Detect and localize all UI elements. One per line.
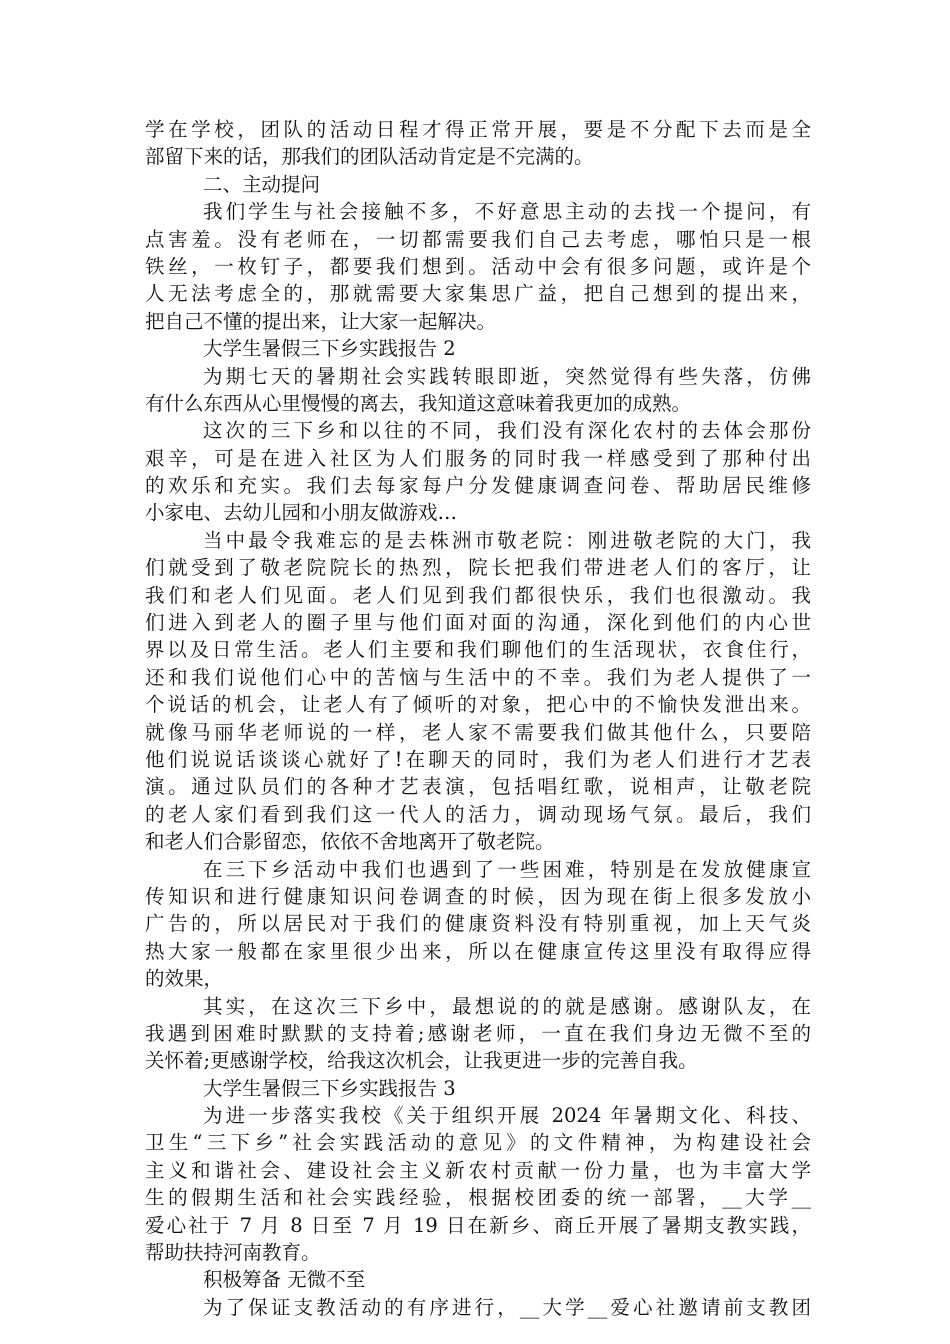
text-line: 艰辛，可是在进入社区为人们服务的同时我一样感受到了那种付出 bbox=[145, 446, 811, 470]
text-line: 的老人家们看到我们这一代人的活力，调动现场气氛。最后，我们 bbox=[145, 802, 811, 826]
text-line: 人无法考虑全的，那就需要大家集思广益，把自己想到的提出来， bbox=[145, 282, 811, 306]
text-line: 就像马丽华老师说的一样，老人家不需要我们做其他什么，只要陪 bbox=[145, 720, 811, 744]
text-line: 广告的，所以居民对于我们的健康资料没有特别重视，加上天气炎 bbox=[145, 912, 811, 936]
text-line: 铁丝，一枚钉子，都要我们想到。活动中会有很多问题，或许是个 bbox=[145, 254, 811, 278]
text-line: 主义和谐社会、建设社会主义新农村贡献一份力量，也为丰富大学 bbox=[145, 1158, 811, 1182]
text-line: 界以及日常生活。老人们主要和我们聊他们的生活现状，衣食住行， bbox=[145, 638, 811, 662]
text-line: 的欢乐和充实。我们去每家每户分发健康调查问卷、帮助居民维修 bbox=[145, 474, 811, 498]
text-line: 和老人们合影留恋，依依不舍地离开了敬老院。 bbox=[145, 830, 555, 854]
text-line: 生的假期生活和社会实践经验，根据校团委的统一部署，__大学__ bbox=[145, 1186, 811, 1210]
text-line: 他们说说话谈谈心就好了!在聊天的同时，我们为老人们进行才艺表 bbox=[145, 747, 811, 771]
text-line: 爱心社于 7 月 8 日至 7 月 19 日在新乡、商丘开展了暑期支教实践， bbox=[145, 1213, 811, 1237]
text-line: 还和我们说他们心中的苦恼与生活中的不幸。我们为老人提供了一 bbox=[145, 665, 811, 689]
text-line: 把自己不懂的提出来，让大家一起解决。 bbox=[145, 309, 497, 333]
text-line: 帮助扶持河南教育。 bbox=[145, 1241, 321, 1265]
text-line: 的效果， bbox=[145, 967, 224, 991]
text-line: 我们学生与社会接触不多，不好意思主动的去找一个提问，有 bbox=[203, 200, 811, 224]
text-line: 在三下乡活动中我们也遇到了一些困难，特别是在发放健康宣 bbox=[203, 857, 811, 881]
text-line: 我们和老人们见面。老人们见到我们都很快乐，我们也很激动。我 bbox=[145, 583, 811, 607]
text-line: 我遇到困难时默默的支持着;感谢老师，一直在我们身边无微不至的 bbox=[145, 1021, 811, 1045]
text-line: 大学生暑假三下乡实践报告 3 bbox=[203, 1076, 456, 1100]
text-line: 演。通过队员们的各种才艺表演，包括唱红歌，说相声，让敬老院 bbox=[145, 775, 811, 799]
text-line: 这次的三下乡和以往的不同，我们没有深化农村的去体会那份 bbox=[203, 419, 811, 443]
text-line: 小家电、去幼儿园和小朋友做游戏… bbox=[145, 501, 458, 525]
text-line: 积极筹备 无微不至 bbox=[203, 1268, 366, 1292]
text-line: 二、主动提问 bbox=[203, 172, 321, 196]
text-line: 传知识和进行健康知识问卷调查的时候，因为现在街上很多发放小 bbox=[145, 884, 811, 908]
text-line: 大学生暑假三下乡实践报告 2 bbox=[203, 337, 456, 361]
text-line: 卫生“三下乡”社会实践活动的意见》的文件精神，为构建设社会 bbox=[145, 1131, 811, 1155]
text-line: 当中最令我难忘的是去株洲市敬老院：刚进敬老院的大门，我 bbox=[203, 528, 811, 552]
text-line: 为期七天的暑期社会实践转眼即逝，突然觉得有些失落，仿佛 bbox=[203, 364, 811, 388]
text-line: 其实，在这次三下乡中，最想说的的就是感谢。感谢队友，在 bbox=[203, 994, 811, 1018]
text-line: 们就受到了敬老院院长的热烈，院长把我们带进老人们的客厅，让 bbox=[145, 556, 811, 580]
text-line: 为了保证支教活动的有序进行，__大学__爱心社邀请前支教团 bbox=[203, 1295, 811, 1319]
text-line: 热大家一般都在家里很少出来，所以在健康宣传这里没有取得应得 bbox=[145, 939, 811, 963]
text-line: 个说话的机会，让老人有了倾听的对象，把心中的不愉快发泄出来。 bbox=[145, 693, 811, 717]
text-line: 们进入到老人的圈子里与他们面对面的沟通，深化到他们的内心世 bbox=[145, 611, 811, 635]
text-line: 学在学校，团队的活动日程才得正常开展，要是不分配下去而是全 bbox=[145, 118, 811, 141]
text-line: 点害羞。没有老师在，一切都需要我们自己去考虑，哪怕只是一根 bbox=[145, 227, 811, 251]
text-line: 部留下来的话，那我们的团队活动肯定是不完满的。 bbox=[145, 145, 594, 169]
text-line: 关怀着;更感谢学校，给我这次机会，让我更进一步的完善自我。 bbox=[145, 1049, 698, 1073]
document-page bbox=[145, 116, 811, 1321]
text-line: 有什么东西从心里慢慢的离去，我知道这意味着我更加的成熟。 bbox=[145, 391, 692, 415]
text-line: 为进一步落实我校《关于组织开展 2024 年暑期文化、科技、 bbox=[203, 1104, 811, 1128]
